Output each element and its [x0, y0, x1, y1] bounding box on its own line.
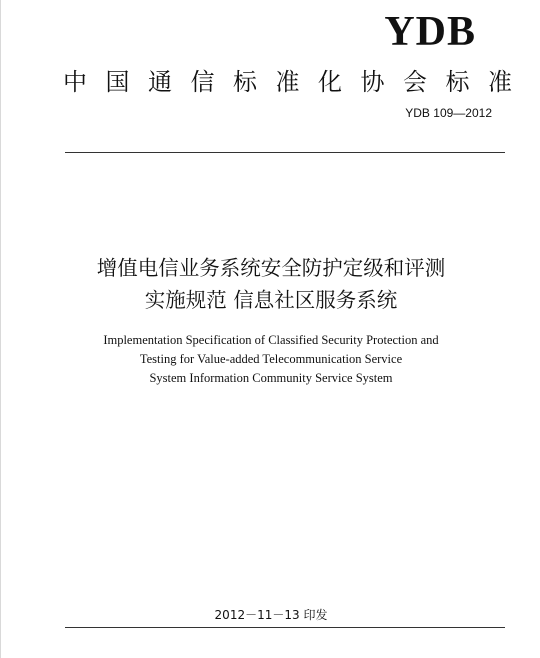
issue-date: 2012－11－13 印发	[214, 608, 328, 622]
chinese-title-line-1: 增值电信业务系统安全防护定级和评测	[96, 256, 446, 280]
chinese-title-line-2: 实施规范 信息社区服务系统	[144, 288, 398, 312]
chinese-title	[1, 252, 540, 316]
ydb-logo: YDB	[384, 9, 476, 55]
bottom-divider	[65, 627, 505, 628]
organization-name: 中国通信标准化协会标准	[63, 68, 531, 96]
english-title-line-3: System Information Community Service System	[149, 371, 393, 385]
english-title	[1, 331, 540, 388]
top-divider	[65, 152, 505, 153]
standard-number: YDB 109—2012	[405, 106, 492, 120]
english-title-line-1: Implementation Specification of Classified Security Protection and	[103, 333, 439, 347]
english-title-line-2: Testing for Value-added Telecommunication Service	[139, 352, 403, 366]
